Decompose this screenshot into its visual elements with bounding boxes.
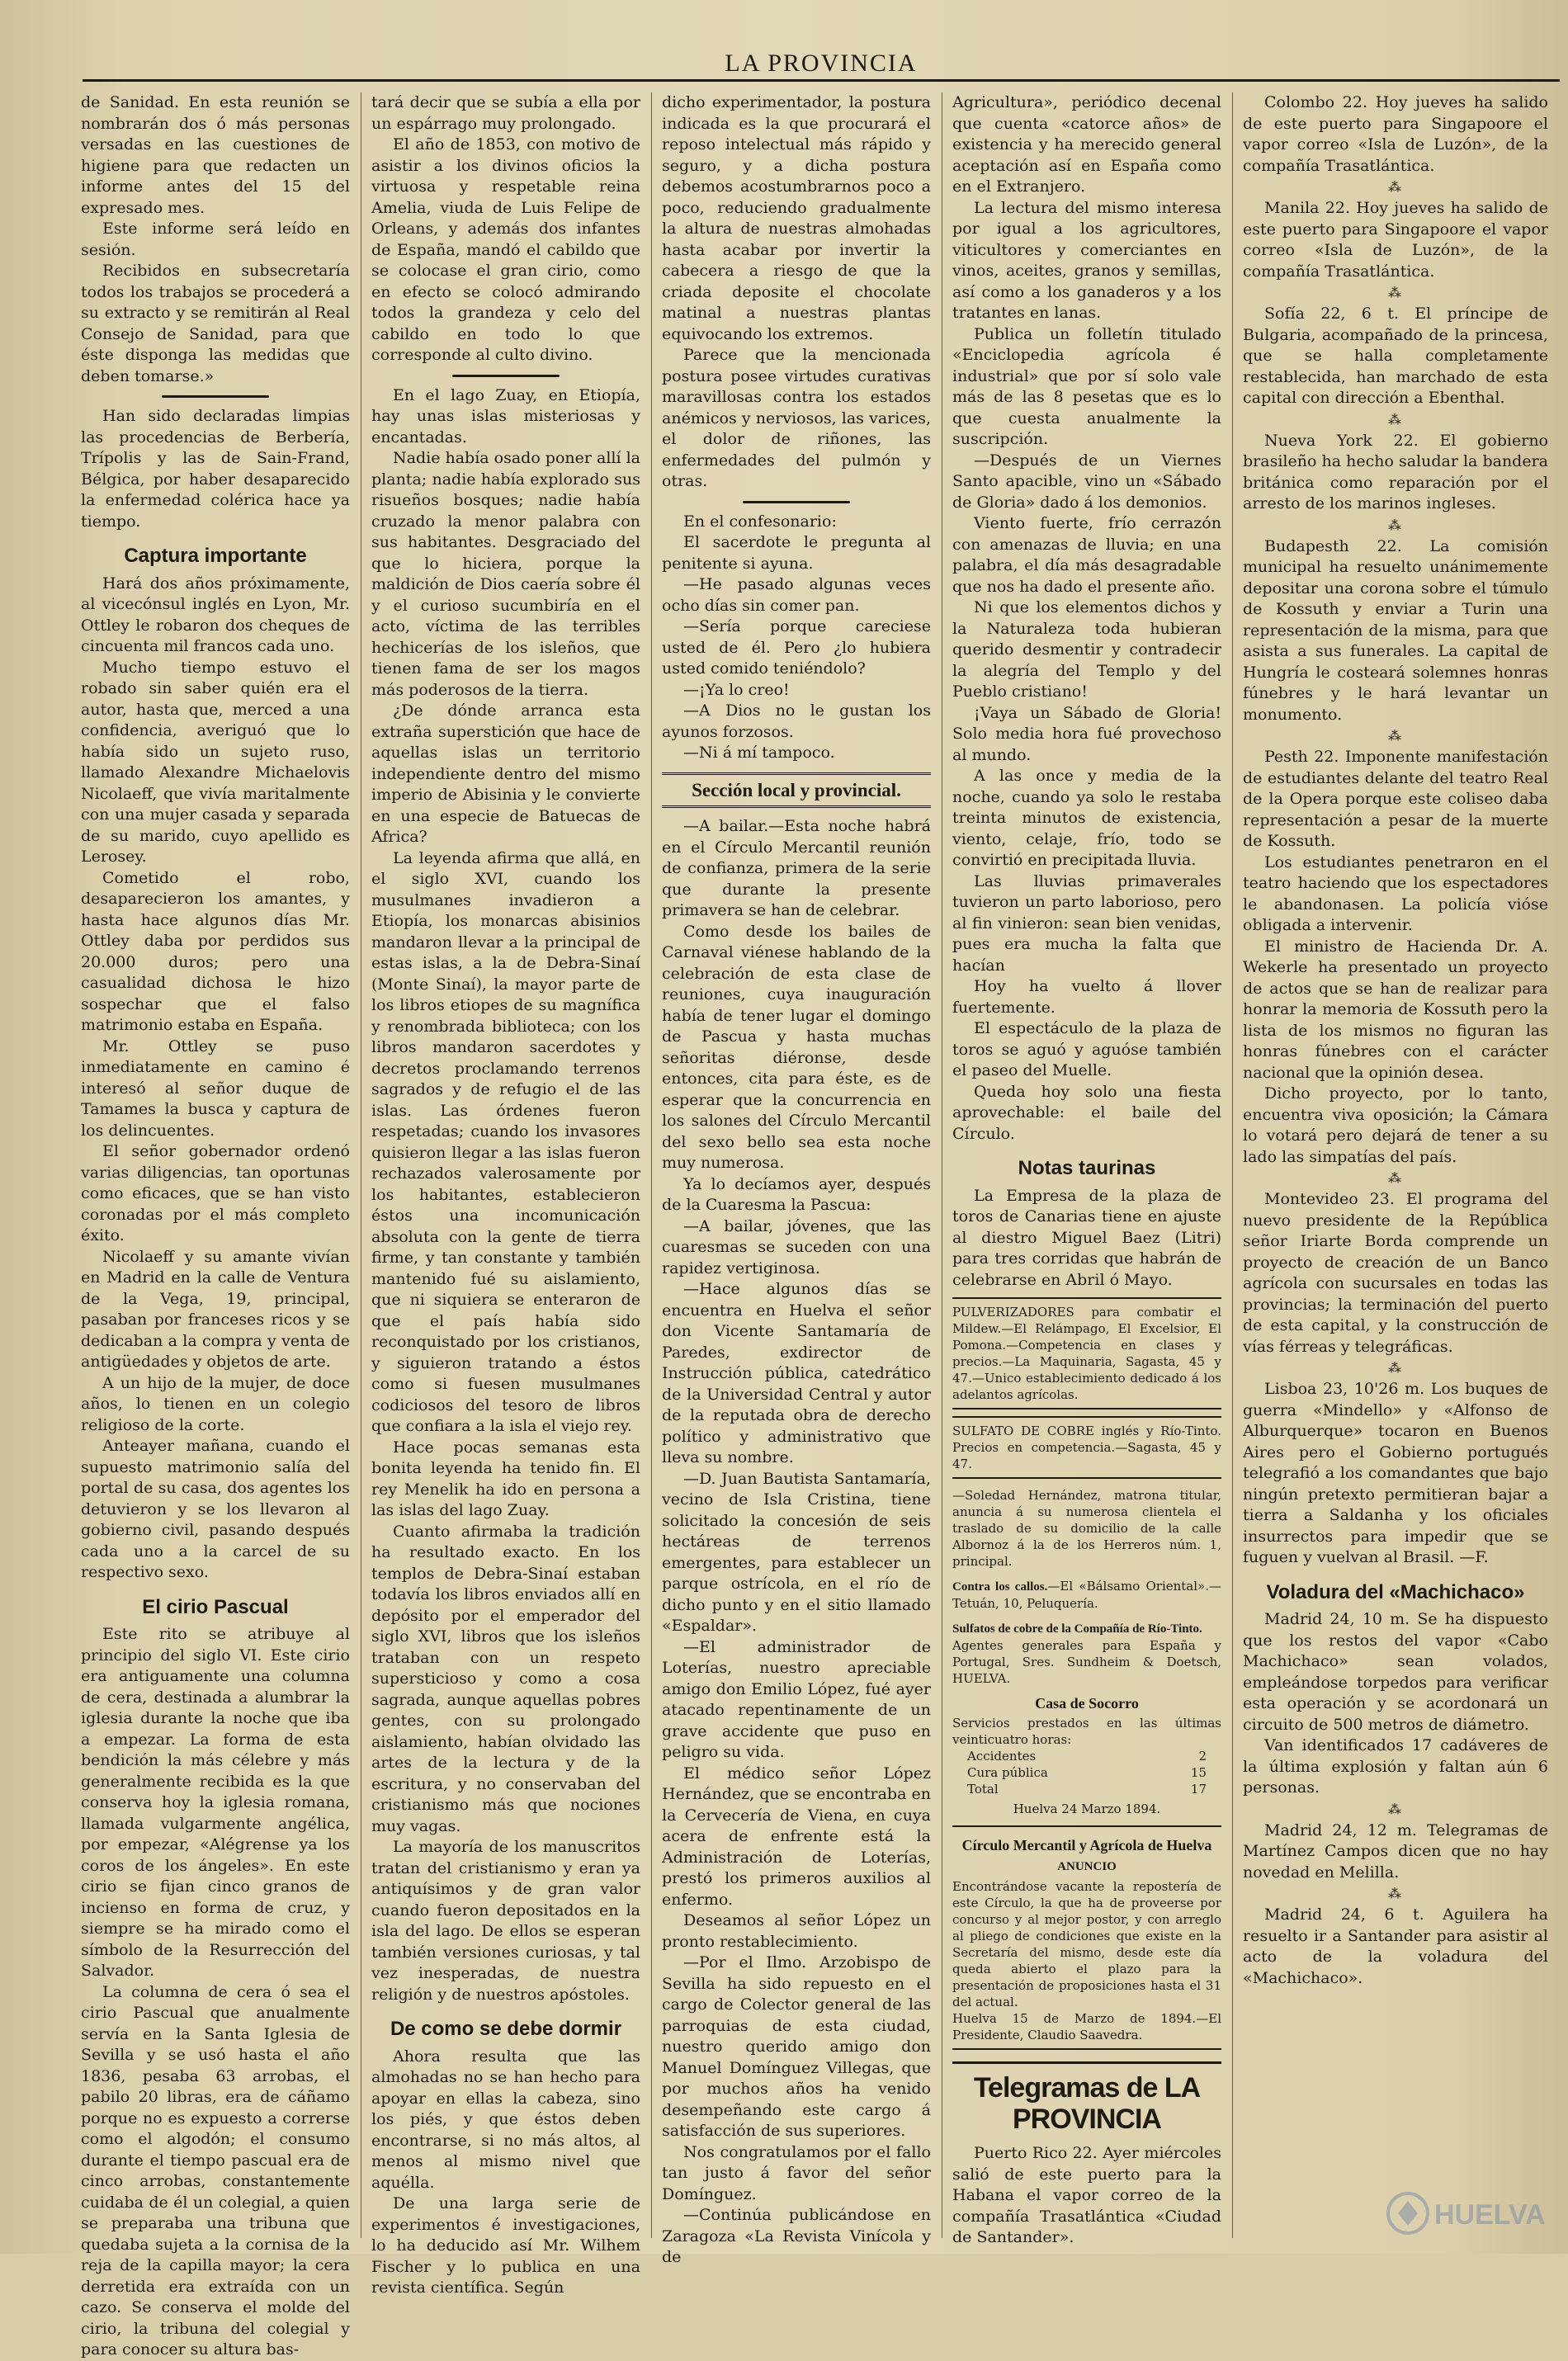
column-rule	[1232, 92, 1233, 2238]
ad-text: —Soledad Hernández, matrona titular, anuncia á su numerosa clientela el traslado de su domicilio de la calle Albornoz á la de los Herreros núm. 1, principal.	[952, 1488, 1221, 1569]
paragraph: —D. Juan Bautista Santamaría, vecino de Isla Cristina, tiene solicitado la concesión de seis hectáreas de terrenos emergentes, para establecer un parque ostrícola, en el río de dicho punto y en el sitio llamado «Espaldar».	[662, 1469, 931, 1635]
headline-voladura: Voladura del «Machichaco»	[1266, 1580, 1525, 1603]
paragraph: A las once y media de la noche, cuando ya solo le restaba treinta minutos de existencia, viento, celaje, frío, todo se convirtió en precipitada lluvia.	[952, 767, 1221, 869]
paragraph: El sacerdote le pregunta al penitente si ayuna.	[662, 533, 931, 573]
ad-text: —El «Bálsamo Oriental».—Tetuán, 10, Peluquería.	[952, 1579, 1221, 1611]
telegram: Van identificados 17 cadáveres de la última explosión y faltan aún 6 personas.	[1243, 1736, 1548, 1797]
masthead-title: LA PROVINCIA	[725, 50, 918, 77]
column-rule	[651, 92, 652, 2238]
socorro-title: Casa de Socorro	[1035, 1695, 1139, 1712]
paragraph: Nicolaeff y su amante vivían en Madrid en la calle de Ventura de la Vega, 19, principal, pasaban por franceses ricos y se dedicaban a la compra y venta de antigüedades y objetos de arte.	[81, 1247, 350, 1371]
watermark-text: HUELVA	[1434, 2199, 1546, 2231]
paragraph: —A Dios no le gustan los ayunos forzosos.	[662, 701, 931, 741]
paragraph: —Ni á mí tampoco.	[683, 744, 835, 762]
paragraph: La Empresa de la plaza de toros de Canarias tiene en ajuste al diestro Miguel Baez (Litri) para tres corridas que habrán de celebrarse en Abril ó Mayo.	[952, 1186, 1221, 1289]
telegram: Sofía 22, 6 t. El príncipe de Bulgaria, acompañado de la princesa, que se halla completamente restablecida, han marchado de esta capital con dirección a Ebenthal.	[1243, 305, 1548, 407]
paragraph: —A bailar, jóvenes, que las cuaresmas se suceden con una rapidez vertiginosa.	[662, 1216, 931, 1277]
separator-asterism: ⁂	[1388, 728, 1403, 744]
circulo-text: Encontrándose vacante la repostería de este Círculo, la que ha de proveerse por concurso y al mejor postor, y con arreglo al pliego de condiciones que existe en la Secretaría del mismo, desde este día queda abierto el plazo para la presentación de proposiciones hasta el 31 del actual.	[952, 1879, 1221, 2009]
circulo-sign: Huelva 15 de Marzo de 1894.—El Presidente, Claudio Saavedra.	[952, 2011, 1221, 2042]
circulo-subtitle: ANUNCIO	[1057, 1860, 1117, 1873]
headline-captura: Captura importante	[124, 545, 307, 567]
separator-asterism: ⁂	[1388, 1170, 1403, 1186]
paragraph: Queda hoy solo una fiesta aprovechable: el baile del Círculo.	[952, 1082, 1221, 1143]
ad-text: Agentes generales para España y Portugal, Sres. Sundheim & Doetsch, HUELVA.	[952, 1638, 1221, 1686]
socorro-row	[952, 1748, 1221, 1764]
masthead-rule	[83, 79, 1560, 82]
paragraph: —¡Ya lo creo!	[683, 680, 790, 699]
paragraph: La columna de cera ó sea el cirio Pascual que anualmente servía en la Santa Iglesia de Sevilla y se usó hasta el año 1836, pesaba 63 arrobas, el pabilo 20 libras, era de cáñamo porque no es expuesto a correrse como el algodón; el consumo durante el tiempo pascual era de cinco arrobas, constantemente cuidaba de él un colegial, a quien se preparaba una tribuna que quedaba sujeta a la cornisa de la reja de la capilla mayor; la cera derretida era extraída con un cazo. Se conserva el molde del cirio, la tribuna del colegial y para conocer su altura bas-	[81, 1982, 350, 2359]
row-label: Cura pública	[967, 1765, 1048, 1780]
paragraph: Nos congratulamos por el fallo tan justo á favor del señor Domínguez.	[662, 2142, 931, 2203]
paragraph: Hará dos años próximamente, al vicecónsul inglés en Lyon, Mr. Ottley le robaron dos cheques de cincuenta mil francos cada uno.	[81, 574, 350, 655]
paragraph: Las lluvias primaverales tuvieron un parto laborioso, pero al fin vinieron: sean bien venidas, pues era mucha la falta que hacían	[952, 871, 1221, 975]
paragraph: —El administrador de Loterías, nuestro apreciable amigo don Emilio López, fué ayer atacado repentinamente de un grave accidente que puso en peligro su vida.	[662, 1637, 931, 1761]
paragraph: tará decir que se subía a ella por un espárrago muy prolongado.	[371, 93, 640, 133]
casa-socorro	[952, 1695, 1221, 1817]
telegram: Madrid 24, 12 m. Telegramas de Martínez Campos dicen que no hay novedad en Melilla.	[1243, 1820, 1548, 1882]
paragraph: ¿De dónde arranca esta extraña superstición que hace de aquellas islas un territorio independiente dentro del mismo imperio de Abisinia y le convierte en una especie de Batuecas de Africa?	[371, 701, 640, 846]
paragraph: Ni que los elementos dichos y la Naturaleza toda hubieran querido desmentir y contradecir la alegría del Templo y del Pueblo cristiano!	[952, 598, 1221, 701]
paragraph: Publica un folletín titulado «Enciclopedia agrícola é industrial» que por sí solo vale más de las 8 pesetas que es lo que cuesta anualmente la suscripción.	[952, 324, 1221, 448]
paragraph: La leyenda afirma que allá, en el siglo XVI, cuando los musulmanes invadieron a Etiopía, los monarcas abisinios mandaron llevar a la principal de estas islas, a la de Debra-Sinaí (Monte Sinaí), la mayor parte de los libros etiopes de su magnífica y renombrada biblioteca; con los libros mandaron sacerdotes y decretos proclamando terrenos sagrados y de refugio el de las islas. Las órdenes fueron respetadas; cuando los invasores quisieron llegar a las islas fueron rechazados valerosamente por los habitantes, establecieron éstos una incomunicación absoluta con la gente de tierra firme, y tan constante y también mantenido fué su aislamiento, que ni siquiera se enteraron de que el país había sido reconquistado por los cristianos, y siguieron tratando a éstos como si fuesen musulmanes codiciosos del tesoro de libros que confiara a la isla el viejo rey.	[371, 848, 640, 1435]
column-3	[662, 92, 931, 2266]
separator-asterism: ⁂	[1388, 411, 1403, 427]
telegram: Montevideo 23. El programa del nuevo presidente de la República señor Iriarte Borda comprende un proyecto de creación de un Banco agrícola con sucursales en todas las provincias; la terminación del puerto de esta capital, y la construcción de vías férreas y telegráficas.	[1243, 1190, 1548, 1356]
paragraph: En el confesonario:	[683, 512, 837, 531]
ad-callos	[952, 1578, 1221, 1612]
separator	[452, 375, 560, 377]
paragraph: Anteayer mañana, cuando el supuesto matrimonio salía del portal de su casa, dos agentes los detuvieron y se los llevaron al gobierno civil, pasando después cada uno a la carcel de su respectivo sexo.	[81, 1437, 350, 1581]
separator-asterism: ⁂	[1388, 179, 1403, 195]
telegram: Budapesth 22. La comisión municipal ha resuelto unánimemente depositar una corona sobre el túmulo de Kossuth y enviar a Turin una representación de la misma, para que asista a sus funerales. La capital de Hungría le costeará solemnes honras fúnebres y le hará levantar un monumento.	[1243, 536, 1548, 724]
separator-asterism: ⁂	[1388, 285, 1403, 300]
separator-asterism: ⁂	[1388, 1886, 1403, 1901]
paragraph: Hace pocas semanas esta bonita leyenda ha tenido fin. El rey Menelik ha ido en persona a las islas del lago Zuay.	[371, 1438, 640, 1519]
headline-dormir: De como se debe dormir	[390, 2018, 622, 2040]
row-value: 2	[1198, 1749, 1207, 1764]
paragraph: La mayoría de los manuscritos tratan del cristianismo y eran ya antiquísimos y de gran valor cuando fueron depositados en la isla del lago. De ellos se esperan también versiones curiosas, y tal vez inesperadas, de nuestra religión y de nuestros apóstoles.	[371, 1838, 640, 2004]
paragraph: Este informe será leído en sesión.	[81, 220, 350, 259]
paragraph: Ahora resulta que las almohadas no se han hecho para apoyar en ellas la cabeza, sino los piés, y que éstos deben encontrarse, si no más altos, al menos al mismo nivel que aquélla.	[371, 2047, 640, 2192]
row-label: Total	[967, 1782, 999, 1797]
paragraph: Como desde los bailes de Carnaval viénese hablando de la celebración de esta clase de reuniones, cuya inauguración había de tener lugar el domingo de Pascua y hasta muchas señoritas diéronse, desde entonces, cita para éste, es de esperar que la concurrencia en los salones del Círculo Mercantil del sexo bello sea esta noche muy numerosa.	[662, 922, 931, 1172]
socorro-date: Huelva 24 Marzo 1894.	[1013, 1801, 1161, 1816]
telegram: Pesth 22. Imponente manifestación de estudiantes delante del teatro Real de la Opera porque este coliseo daba representación a pesar de la muerte de Kossuth.	[1243, 748, 1548, 850]
telegram: Madrid 24, 10 m. Se ha dispuesto que los restos del vapor «Cabo Machichaco» sean volados, empleándose torpedos para verificar esta operación y se acordonará un circuito de 500 metros de diámetro.	[1243, 1610, 1548, 1734]
telegram: Lisboa 23, 10'26 m. Los buques de guerra «Mindello» y «Alfonso de Alburquerque» tocaron en Buenos Aires pero el Gobierno portugués telegrafió a los comandantes que bajo ningún pretexto permitieran bajar a tierra a Saldanha y los oficiales insurrectos para impedir que se fuguen y vuelvan al Brasil. —F.	[1243, 1380, 1548, 1566]
ad-matrona	[952, 1487, 1221, 1570]
telegram: Los estudiantes penetraron en el teatro haciendo que los espectadores le abandonasen. La policía vióse obligada a intervenir.	[1243, 852, 1548, 934]
paragraph: de Sanidad. En esta reunión se nombrarán dos ó más personas versadas en las cuestiones de higiene para que redacten un informe antes del 15 del expresado mes.	[81, 93, 350, 217]
separator-asterism: ⁂	[1388, 1360, 1403, 1376]
paragraph: Hoy ha vuelto á llover fuertemente.	[952, 977, 1221, 1017]
paragraph: —A bailar.—Esta noche habrá en el Círculo Mercantil reunión de confianza, primera de la serie que durante la presente primavera se han de celebrar.	[662, 817, 931, 919]
archive-watermark-logo	[1383, 2184, 1556, 2242]
circulo-title: Círculo Mercantil y Agrícola de Huelva	[961, 1837, 1212, 1853]
paragraph: Cometido el robo, desaparecieron los amantes, y hasta hace algunos días Mr. Ottley daba por perdidos sus 20.000 duros; pero una casualidad dichosa le hizo sospechar que el falso matrimonio estaba en España.	[81, 868, 350, 1034]
paragraph: Cuanto afirmaba la tradición ha resultado exacto. En los templos de Debra-Sinaí estaban todavía los libros enviados allí en depósito por el emperador del siglo XVI, libros que los isleños trataban con un respeto supersticioso y como a cosa sagrada, aunque aquellas pobres gentes, con su prolongado aislamiento, habían olvidado las artes de la lectura y de la escritura, y no conservaban del cristianismo más que nociones muy vagas.	[371, 1522, 640, 1835]
paragraph: El espectáculo de la plaza de toros se aguó y aguóse también el paseo del Muelle.	[952, 1019, 1221, 1079]
socorro-intro: Servicios prestados en las últimas veinticuatro horas:	[952, 1716, 1221, 1747]
row-label: Accidentes	[967, 1749, 1037, 1764]
paragraph: Recibidos en subsecretaría todos los trabajos se procederá a su extracto y se remitirán al Real Consejo de Sanidad, para que éste disponga las medidas que deben tomarse.»	[81, 262, 350, 385]
ad-text: SULFATO DE COBRE inglés y Río-Tinto. Precios en competencia.—Sagasta, 45 y 47.	[952, 1424, 1221, 1471]
paragraph: La lectura del mismo interesa por igual a los agricultores, viticultores y comerciantes en vinos, aceites, granos y semillas, así como a los ganaderos y a los tratantes en lanas.	[952, 198, 1221, 322]
paragraph: El señor gobernador ordenó varias diligencias, tan oportunas como eficaces, que se han visto coronadas por el más completo éxito.	[81, 1142, 350, 1244]
headline-taurinas: Notas taurinas	[1018, 1157, 1156, 1179]
paragraph: Agricultura», periódico decenal que cuenta «catorce años» de existencia y ha merecido general aceptación así en España como en el Extranjero.	[952, 93, 1221, 196]
column-1	[81, 92, 350, 2359]
telegram: Dicho proyecto, por lo tanto, encuentra viva oposición; la Cámara lo votará pero dejará de tener a su lado las simpatías del país.	[1243, 1084, 1548, 1166]
ad-pulverizadores	[952, 1297, 1221, 1410]
telegram: Colombo 22. Hoy jueves ha salido de este puerto para Singapoore el vapor correo «Isla de Luzón», de la compañía Trasatlántica.	[1243, 93, 1548, 175]
telegram: Puerto Rico 22. Ayer miércoles salió de este puerto para la Habana el vapor correo de la compañía Trasatlántica «Ciudad de Santander».	[952, 2144, 1221, 2246]
paragraph: —Continúa publicándose en Zaragoza «La Revista Vinícola y de	[662, 2206, 931, 2266]
paragraph: El año de 1853, con motivo de asistir a los divinos oficios la virtuosa y respetable reina Amelia, viuda de Luis Felipe de Orleans, y además dos infantes de España, mandó el cabildo que se colocase el gran cirio, como en efecto se colocó admirando todos la grandeza y celo del cabildo en todo lo que corresponde al culto divino.	[371, 135, 640, 364]
separator	[162, 395, 269, 398]
telegram: Manila 22. Hoy jueves ha salido de este puerto para Singapoore el vapor correo «Isla de Luzón», de la compañía Trasatlántica.	[1243, 199, 1548, 281]
separator-asterism: ⁂	[1388, 1801, 1403, 1817]
column-5	[1243, 92, 1548, 2242]
paragraph: En el lago Zuay, en Etiopía, hay unas islas misteriosas y encantadas.	[371, 385, 640, 446]
column-2	[371, 92, 641, 2297]
ad-circulo	[952, 1825, 1221, 2050]
paragraph: El médico señor López Hernández, que se encontraba en la Cervecería de Viena, en cuya acera de enfrente está la Administración de Loterías, prestó los primeros auxilios al enfermo.	[662, 1764, 931, 1909]
column-4	[952, 92, 1221, 2246]
paragraph: —He pasado algunas veces ocho días sin comer pan.	[662, 575, 931, 615]
paragraph: —Por el Ilmo. Arzobispo de Sevilla ha sido repuesto en el cargo de Colector general de las parroquias de esta ciudad, nuestro querido amigo don Manuel Domínguez Villegas, que por muchos años ha venido desempeñando este cargo á satisfacción de sus superiores.	[662, 1953, 931, 2140]
paragraph: Deseamos al señor López un pronto restablecimiento.	[662, 1911, 931, 1951]
paragraph: —Hace algunos días se encuentra en Huelva el señor don Vicente Santamaría de Paredes, exdirector de Instrucción pública, catedrático de la Universidad Central y autor de la reputada obra de derecho político y administrativo que lleva su nombre.	[662, 1280, 931, 1466]
telegram: El ministro de Hacienda Dr. A. Wekerle ha presentado un proyecto de actos que se han de realizar para honrar la memoria de Kossuth pero la lista de los mismos no figuran las honras fúnebres con el carácter nacional que la opinión desea.	[1243, 937, 1548, 1082]
paragraph: Han sido declaradas limpias las procedencias de Berbería, Trípolis y las de Sain-Frand, Bélgica, por haber desaparecido la enfermedad colérica hace ya tiempo.	[81, 407, 350, 531]
paragraph: ¡Vaya un Sábado de Gloria! Solo media hora fué provechoso al mundo.	[952, 703, 1221, 764]
ad-title: Contra los callos.	[952, 1580, 1048, 1594]
ad-riotinto	[952, 1620, 1221, 1687]
row-value: 17	[1190, 1782, 1207, 1797]
headline-seccion-local: Sección local y provincial.	[662, 772, 931, 809]
paragraph: —Sería porque careciese usted de él. Pero ¿lo hubiera usted comido teniéndolo?	[662, 617, 931, 678]
paragraph: Parece que la mencionada postura posee virtudes curativas maravillosas contra los estados anémicos y nerviosos, las varices, el dolor de riñones, las enfermedades del pulmón y otras.	[662, 346, 931, 490]
ad-text: PULVERIZADORES para combatir el Mildew.—El Relámpago, El Excelsior, El Pomona.—Competencia en clases y precios.—La Maquinaria, Sagasta, 45 y 47.—Unico establecimiento dedicado á los adelantos agrícolas.	[952, 1305, 1221, 1402]
headline-telegramas: Telegramas de LA PROVINCIA	[952, 2061, 1221, 2135]
row-value: 15	[1190, 1765, 1207, 1780]
paragraph: —Después de un Viernes Santo apacible, vino un «Sábado de Gloria» dado á los demonios.	[952, 451, 1221, 512]
headline-cirio: El cirio Pascual	[142, 1595, 289, 1618]
paragraph: Nadie había osado poner allí la planta; nadie había explorado sus risueños bosques; nadie había cruzado la menor palabra con sus habitantes. Desgraciado del que lo hiciera, porque la maldición de Dios caería sobre él y el curioso sucumbiría en el acto, víctima de las terribles hechicerías de los isleños, que tienen fama de ser los magos más poderosos de la tierra.	[371, 449, 641, 699]
paragraph: Ya lo decíamos ayer, después de la Cuaresma la Pascua:	[662, 1174, 931, 1214]
paragraph: De una larga serie de experimentos é investigaciones, lo ha deducido así Mr. Wilhem Fischer y lo publica en una revista científica. Según	[371, 2194, 640, 2297]
paragraph: dicho experimentador, la postura indicada es la que procurará el reposo intelectual más rápido y seguro, y a dicha postura debemos acostumbrarnos poco a poco, reduciendo gradualmente la altura de nuestras almohadas hasta acabar por invertir la cabecera a riesgo de que la criada deposite el chocolate matinal a nuestras plantas equivocando los extremos.	[662, 93, 931, 343]
separator-asterism: ⁂	[1388, 517, 1403, 533]
paragraph: Mr. Ottley se puso inmediatamente en camino é interesó al señor duque de Tamames la busca y captura de los delincuentes.	[81, 1036, 350, 1140]
telegram: Nueva York 22. El gobierno brasileño ha hecho saludar la bandera británica como reparación por el arresto de los marinos ingleses.	[1243, 431, 1548, 512]
socorro-row	[952, 1764, 1221, 1781]
ad-sulfato	[952, 1416, 1221, 1479]
ad-title: Sulfatos de cobre de la Compañía de Río-Tinto.	[952, 1622, 1202, 1636]
paragraph: Este rito se atribuye al principio del siglo VI. Este cirio era antiguamente una columna de cera, destinada a alumbrar la iglesia durante la noche que iba a empezar. La forma de esta bendición la más célebre y más generalmente recibida es la que conserva hoy la iglesia romana, llamada vulgarmente angélica, por empezar, «Alégrense ya los coros de los ángeles». En este cirio se fijan cinco granos de incienso en forma de cruz, y siempre se ha mirado como el símbolo de la Resurrección del Salvador.	[81, 1625, 350, 1980]
separator	[743, 501, 850, 503]
paragraph: Mucho tiempo estuvo el robado sin saber quién era el autor, hasta que, merced a una confidencia, averiguó que lo había sido un sujeto ruso, llamado Alexandre Michaelovis Nicolaeff, que vivía maritalmente con una mujer casada y separada de su marido, cuyo apellido es Lerosey.	[81, 658, 350, 866]
paragraph: A un hijo de la mujer, de doce años, lo tienen en un colegio religioso de la corte.	[81, 1373, 350, 1434]
paragraph: Viento fuerte, frío cerrazón con amenazas de lluvia; en una palabra, el día más desagradable que nos ha dado el presente año.	[952, 514, 1221, 596]
telegram: Madrid 24, 6 t. Aguilera ha resuelto ir a Santander para asistir al acto de la voladura del «Machichaco».	[1243, 1905, 1548, 1987]
socorro-row-total	[952, 1781, 1221, 1797]
